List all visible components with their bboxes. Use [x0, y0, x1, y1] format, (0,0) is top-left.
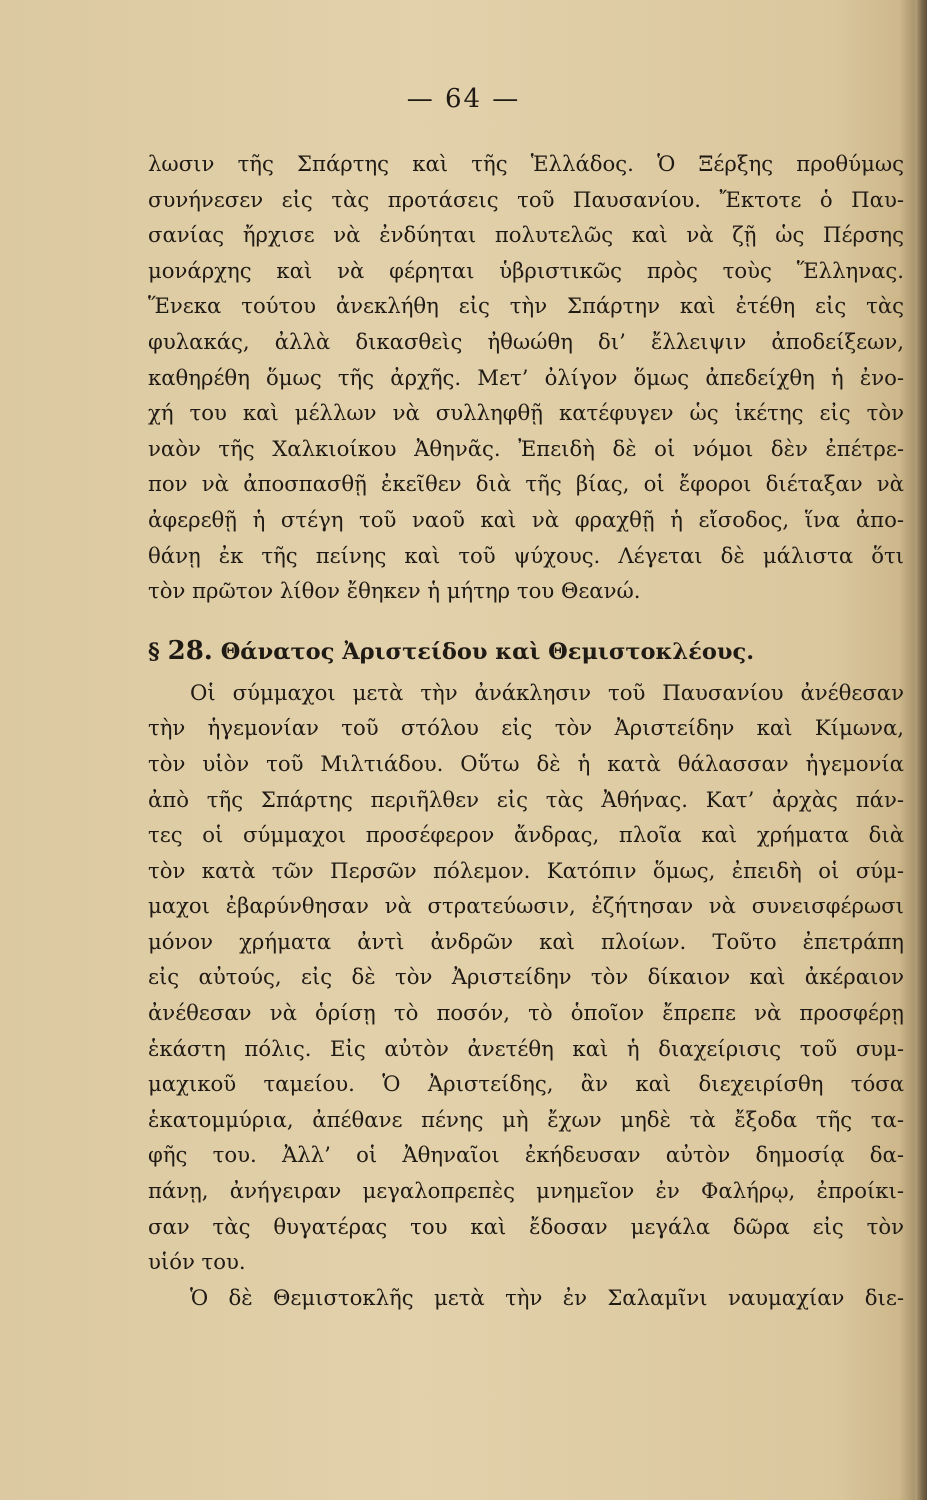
text-line: Ὁ δὲ Θεμιστοκλῆς μετὰ τὴν ἐν Σαλαμῖνι ναυμαχίαν διε- — [190, 1284, 904, 1310]
section-number: 28. — [167, 635, 213, 666]
paragraph-3 — [148, 1280, 904, 1316]
text-line: συνήνεσεν εἰς τὰς προτάσεις τοῦ Παυσανίου. Ἔκτοτε ὁ Παυ- — [148, 186, 904, 212]
text-line: τὴν ἡγεμονίαν τοῦ στόλου εἰς τὸν Ἀριστείδην καὶ Κίμωνα, — [148, 715, 904, 741]
text-line: ἀφερεθῇ ἡ στέγη τοῦ ναοῦ καὶ νὰ φραχθῇ ἡ εἴσοδος, ἵνα ἀπο- — [148, 506, 904, 532]
text-line: ἀνέθεσαν νὰ ὁρίσῃ τὸ ποσόν, τὸ ὁποῖον ἔπρεπε νὰ προσφέρῃ — [148, 1000, 904, 1026]
paragraph-1 — [148, 146, 904, 609]
text-line: σανίας ἤρχισε νὰ ἐνδύηται πολυτελῶς καὶ νὰ ζῇ ὡς Πέρσης — [148, 222, 904, 248]
text-line: ναὸν τῆς Χαλκιοίκου Ἀθηνᾶς. Ἐπειδὴ δὲ οἱ νόμοι δὲν ἐπέτρε- — [148, 435, 904, 461]
text-line: ἀπὸ τῆς Σπάρτης περιῆλθεν εἰς τὰς Ἀθήνας. Κατ’ ἀρχὰς πάν- — [148, 786, 904, 812]
text-line: Ἕνεκα τούτου ἀνεκλήθη εἰς τὴν Σπάρτην καὶ ἐτέθη εἰς τὰς — [148, 293, 904, 319]
text-line: υἱόν του. — [148, 1249, 246, 1275]
text-line: μαχοι ἐβαρύνθησαν νὰ στρατεύωσιν, ἐζήτησαν νὰ συνεισφέρωσι — [148, 893, 904, 919]
text-line: λωσιν τῆς Σπάρτης καὶ τῆς Ἑλλάδος. Ὁ Ξέρξης προθύμως — [148, 151, 904, 176]
text-line: μονάρχης καὶ νὰ φέρηται ὑβριστικῶς πρὸς τοὺς Ἕλληνας. — [148, 257, 904, 283]
text-line: Οἱ σύμμαχοι μετὰ τὴν ἀνάκλησιν τοῦ Παυσανίου ἀνέθεσαν — [190, 679, 904, 705]
paragraph-2 — [148, 675, 904, 1280]
text-line: μαχικοῦ ταμείου. Ὁ Ἀριστείδης, ἂν καὶ διεχειρίσθη τόσα — [148, 1071, 904, 1097]
text-line: πάνῃ, ἀνήγειραν μεγαλοπρεπὲς μνημεῖον ἐν Φαλήρῳ, ἐπροίκι- — [148, 1178, 904, 1204]
page-text — [148, 146, 904, 1315]
text-line: τες οἱ σύμμαχοι προσέφερον ἄνδρας, πλοῖα καὶ χρήματα διὰ — [148, 822, 904, 848]
text-line: καθηρέθη ὅμως τῆς ἀρχῆς. Μετ’ ὀλίγον ὅμως ἀπεδείχθη ἡ ἐνο- — [148, 364, 904, 390]
page-number: — 64 — — [406, 84, 521, 114]
text-line: πον νὰ ἀποσπασθῇ ἐκεῖθεν διὰ τῆς βίας, οἱ ἔφοροι διέταξαν νὰ — [148, 471, 904, 497]
section-sign: § — [148, 638, 160, 665]
text-line: ἑκάστη πόλις. Εἰς αὐτὸν ἀνετέθη καὶ ἡ διαχείρισις τοῦ συμ- — [148, 1035, 904, 1061]
text-line: φῆς του. Ἀλλ’ οἱ Ἀθηναῖοι ἐκήδευσαν αὐτὸν δημοσίᾳ δα- — [148, 1142, 904, 1168]
section-heading — [148, 627, 904, 675]
text-line: ἑκατομμύρια, ἀπέθανε πένης μὴ ἔχων μηδὲ τὰ ἔξοδα τῆς τα- — [148, 1106, 904, 1132]
text-line: σαν τὰς θυγατέρας του καὶ ἔδοσαν μεγάλα δῶρα εἰς τὸν — [148, 1213, 904, 1239]
page-edge-shadow — [915, 0, 927, 1500]
text-line: εἰς αὐτούς, εἰς δὲ τὸν Ἀριστείδην τὸν δίκαιον καὶ ἀκέραιον — [148, 964, 904, 990]
text-line: χή του καὶ μέλλων νὰ συλληφθῇ κατέφυγεν ὡς ἱκέτης εἰς τὸν — [148, 400, 904, 426]
section-title: Θάνατος Ἀριστείδου καὶ Θεμιστοκλέους. — [220, 638, 755, 665]
text-line: θάνῃ ἐκ τῆς πείνης καὶ τοῦ ψύχους. Λέγεται δὲ μάλιστα ὅτι — [148, 542, 904, 568]
text-line: τὸν πρῶτον λίθον ἔθηκεν ἡ μήτηρ του Θεανώ. — [148, 578, 641, 604]
text-line: φυλακάς, ἀλλὰ δικασθεὶς ἠθωώθη δι’ ἔλλειψιν ἀποδείξεων, — [148, 328, 904, 354]
text-line: τὸν υἱὸν τοῦ Μιλτιάδου. Οὕτω δὲ ἡ κατὰ θάλασσαν ἡγεμονία — [148, 750, 904, 776]
text-line: μόνον χρήματα ἀντὶ ἀνδρῶν καὶ πλοίων. Τοῦτο ἐπετράπη — [148, 928, 904, 954]
text-line: τὸν κατὰ τῶν Περσῶν πόλεμον. Κατόπιν ὅμως, ἐπειδὴ οἱ σύμ- — [148, 857, 904, 883]
